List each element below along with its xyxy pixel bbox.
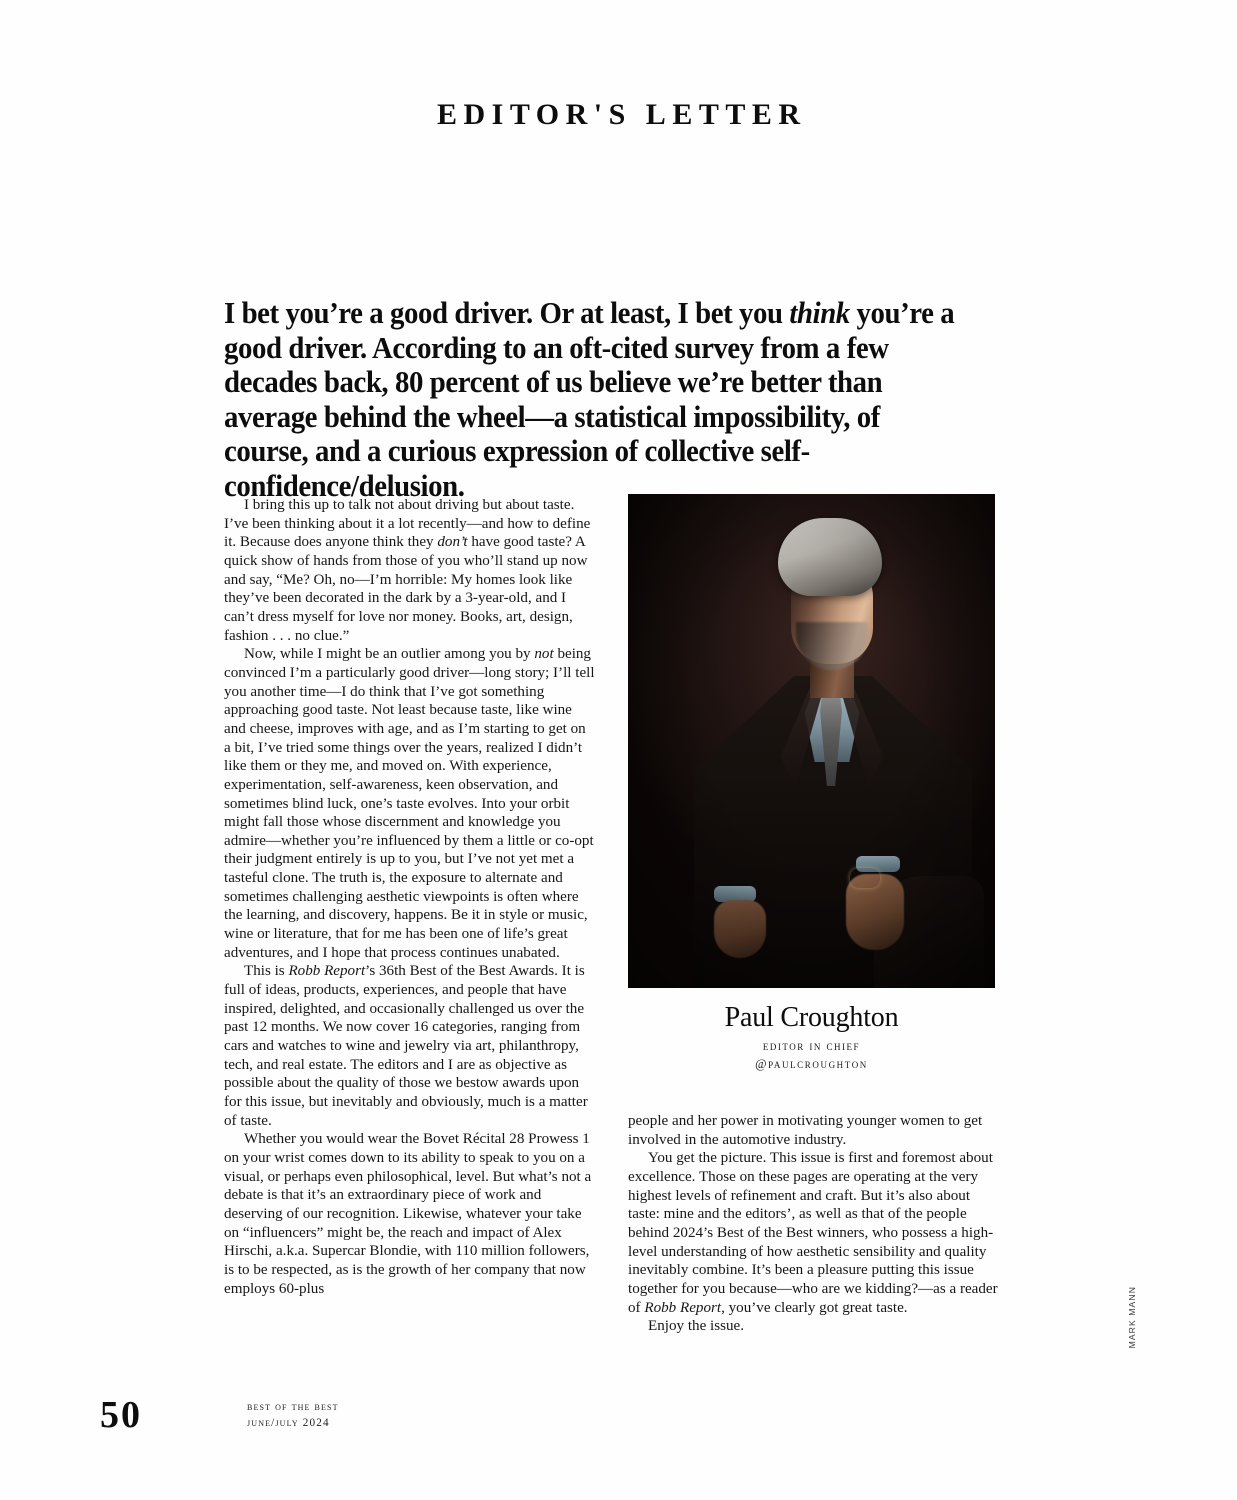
emphasis: don’t bbox=[437, 534, 468, 551]
portrait-figure bbox=[628, 494, 995, 988]
paragraph-text: ’s 36th Best of the Best Awards. It is full of ideas, products, experiences, and people that have inspired, delighted, and occasionally challenged us over the past 12 months. We now cover 16 categories, ranging from cars and watches to wine and jewelry via art, philanthropy, tech, and real estate. The editors and I are as objective as possible about the quality of those we bestow awards upon for this issue, but inevitably and obviously, much is a matter of taste. bbox=[224, 963, 588, 1129]
footer-line-issue: best of the best bbox=[247, 1401, 339, 1413]
portrait-photo bbox=[628, 494, 995, 988]
paragraph: Enjoy the issue. bbox=[648, 1318, 745, 1335]
paragraph: Whether you would wear the Bovet Récital 28 Prowess 1 on your wrist comes down to its ability to speak to you on a visual, or perhaps even philosophical, level. But what’s not a debate is that it’s an extraordinary piece of work and deserving of our recognition. Likewise, whatever your take on “influencers” might be, the reach and impact of Alex Hirschi, a.k.a. Supercar Blondie, with 110 million followers, is to be respected, as is the growth of her company that now employs 60-plus bbox=[224, 1131, 592, 1297]
paragraph bbox=[224, 496, 595, 645]
photo-credit: MARK MANN bbox=[1127, 1286, 1137, 1349]
page-title: EDITOR'S LETTER bbox=[436, 98, 807, 131]
page-number: 50 bbox=[100, 1394, 142, 1436]
paragraph-text: being convinced I’m a particularly good driver—long story; I’ll tell you another time—I do think that I’ve got something approaching good taste. Not least because taste, like wine and cheese, improves with age, and as I’m starting to get on a bit, I’ve tried some things over the years, realized I didn’t like them or they me, and moved on. With experience, experimentation, self-awareness, keen observation, and sometimes blind luck, one’s taste evolves. Into your orbit might fall those whose discernment and knowledge you admire—whether you’re influenced by them a little or co-opt their judgment entirely is up to you, but I’ve not yet met a tasteful clone. The truth is, the exposure to alternate and sometimes challenging aesthetic viewpoints is often where the learning, and discovery, happens. Be it in style or music, wine or literature, that for me has been one of life’s great adventures, and I hope that process continues unabated. bbox=[224, 646, 595, 961]
paragraph bbox=[628, 1149, 999, 1317]
portrait-vignette bbox=[628, 494, 995, 988]
paragraph bbox=[224, 962, 595, 1130]
paragraph-text: Now, while I might be an outlier among you by bbox=[244, 646, 535, 663]
deck-intro-paragraph bbox=[224, 296, 971, 503]
publication-title: Robb Report, bbox=[644, 1299, 725, 1316]
deck-part-2: you’re a good driver. According to an oft-cited survey from a few decades back, 80 percent of us believe we’re better than average behind the wheel—a statistical impossibility, of course, and a curious expression of collective self-confidence/delusion. bbox=[224, 296, 955, 503]
emphasis: not bbox=[534, 646, 554, 663]
paragraph-text: You get the picture. This issue is first and foremost about excellence. Those on these pages are operating at the very highest levels of refinement and craft. But it’s also about taste: mine and the editors’, as well as that of the people behind 2024’s Best of the Best winners, who possess a high-level understanding of how aesthetic sensibility and quality inevitably combine. It’s been a pleasure putting this issue together for you because—who are we kidding?—as a reader of bbox=[628, 1150, 998, 1316]
body-column-left bbox=[224, 496, 595, 1298]
editor-role: editor in chief bbox=[762, 1039, 861, 1053]
paragraph-text: I bring this up to talk not about driving but about taste. I’ve been thinking about it a lot recently—and how to define it. Because does anyone think they bbox=[224, 497, 591, 551]
editor-social-handle: @paulcroughton bbox=[755, 1057, 868, 1071]
deck-part-1: I bet you’re a good driver. Or at least, I bet you bbox=[224, 296, 790, 330]
deck-italic-word: think bbox=[789, 296, 850, 330]
portrait-caption bbox=[628, 1002, 995, 1073]
footer-line-date: june/july 2024 bbox=[247, 1416, 330, 1429]
footer-issue-info bbox=[247, 1400, 339, 1431]
body-column-right bbox=[628, 1112, 999, 1336]
publication-title: Robb Report bbox=[288, 963, 366, 980]
editor-name: Paul Croughton bbox=[724, 1002, 899, 1033]
paragraph-text: have good taste? A quick show of hands from those of you who’ll stand up now and say, “Me? Oh, no—I’m horrible: My homes look like they’ve been decorated in the dark by a 3-year-old, and I can’t dress myself for love nor money. Books, art, design, fashion . . . no clue.” bbox=[224, 534, 588, 644]
paragraph bbox=[224, 645, 595, 962]
paragraph-text: This is bbox=[244, 963, 289, 980]
paragraph: people and her power in motivating younger women to get involved in the automotive industry. bbox=[628, 1113, 983, 1148]
paragraph-text: you’ve clearly got great taste. bbox=[724, 1299, 908, 1316]
